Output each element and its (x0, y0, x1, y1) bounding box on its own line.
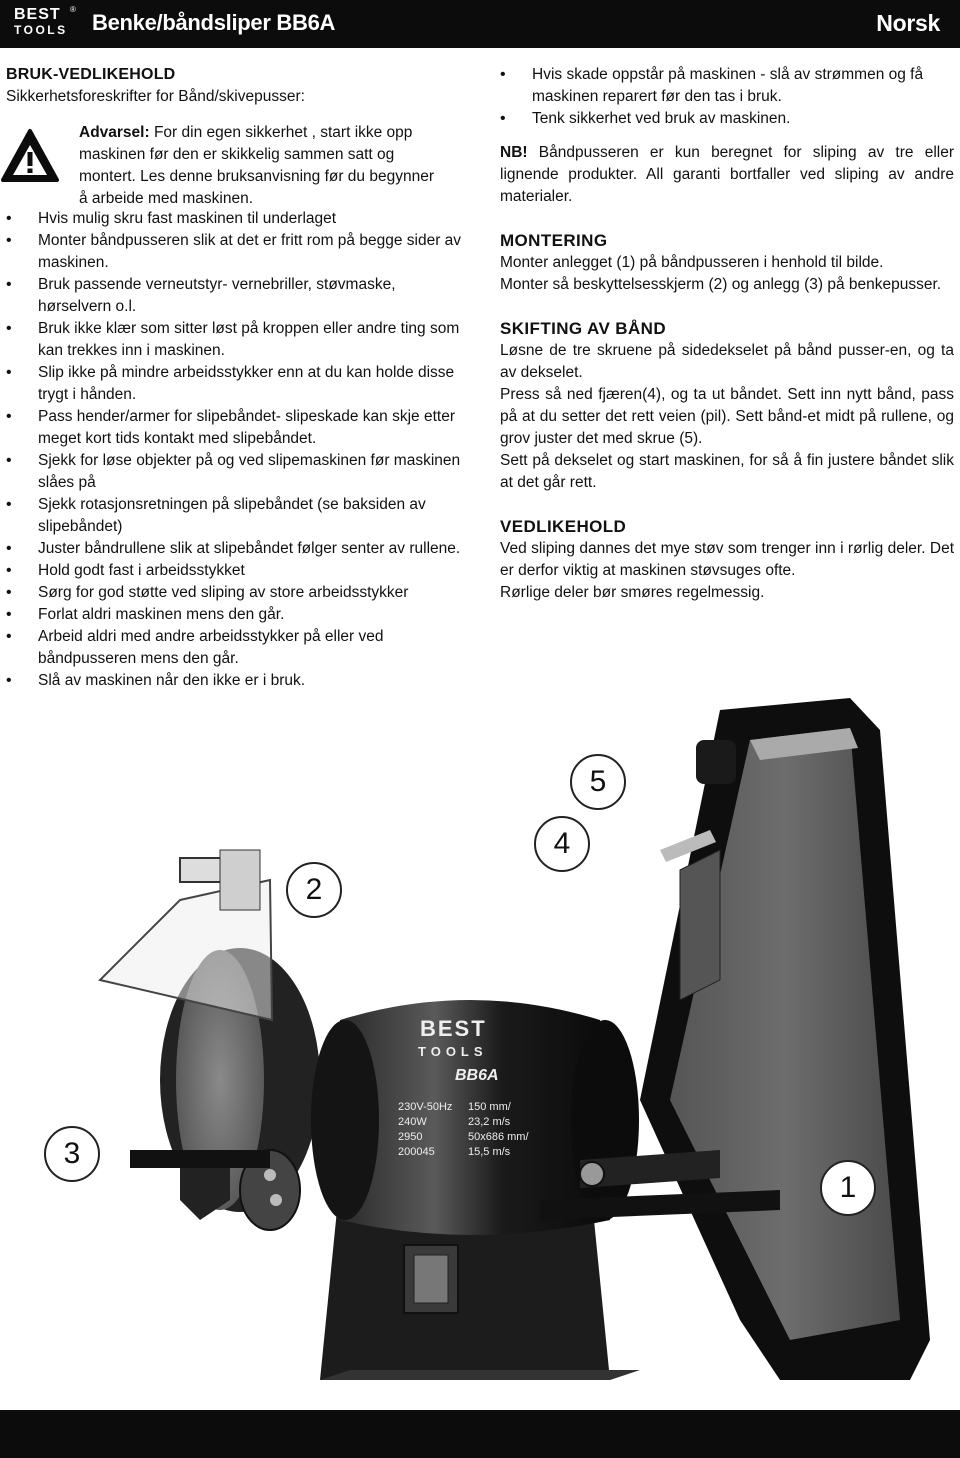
warning-label: Advarsel: (79, 124, 150, 141)
tracking-knob (696, 740, 736, 784)
nb-note (500, 142, 954, 208)
warning-triangle-icon (0, 128, 60, 184)
callout-2: 2 (286, 862, 342, 918)
spec-right-1: 23,2 m/s (468, 1116, 511, 1128)
list-item: • Monter båndpusseren slik at det er fritt rom på begge sider av maskinen. (6, 230, 468, 274)
paragraph: Press så ned fjæren(4), og ta ut båndet. Sett inn nytt bånd, pass på at du setter det rett veien (pil). Sett bånd-et midt på rullene, og grov juster det med skrue (5). (500, 386, 954, 447)
brand-logo (14, 7, 76, 41)
callout-1: 1 (820, 1160, 876, 1216)
section-heading-skifting: SKIFTING AV BÅND (500, 319, 667, 338)
left-column (6, 64, 468, 692)
list-item: • Arbeid aldri med andre arbeidsstykker på eller ved båndpusseren mens den går. (6, 626, 468, 670)
tool-rest (130, 1150, 270, 1168)
section-heading-bruk: BRUK-VEDLIKEHOLD (6, 66, 176, 83)
machine-brand-top: BEST (420, 1016, 487, 1041)
page-header (0, 0, 960, 48)
spec-left-2: 2950 (398, 1131, 423, 1143)
paragraph: Monter så beskyttelsesskjerm (2) og anlegg (3) på benkepusser. (500, 276, 942, 293)
callout-5: 5 (570, 754, 626, 810)
montering-text (500, 252, 954, 296)
warning-text (79, 122, 439, 210)
right-column (500, 64, 954, 604)
list-item: • Sørg for god støtte ved sliping av store arbeidsstykker (6, 582, 468, 604)
section-subheading: Sikkerhetsforeskrifter for Bånd/skivepusser: (6, 88, 305, 105)
paragraph: Løsne de tre skruene på sidedekselet på bånd pusser-en, og ta av dekselet. (500, 342, 954, 381)
warning-block (6, 122, 468, 208)
document-title: Benke/båndsliper BB6A (92, 10, 336, 35)
spec-right-0: 150 mm/ (468, 1101, 511, 1113)
callout-3: 3 (44, 1126, 100, 1182)
spec-right-2: 50x686 mm/ (468, 1131, 529, 1143)
callout-4: 4 (534, 816, 590, 872)
list-item: • Hvis skade oppstår på maskinen - slå av strømmen og få maskinen reparert før den tas i bruk. (500, 64, 954, 108)
safety-list (6, 208, 468, 692)
vedlikehold-text (500, 538, 954, 604)
section-heading-montering: MONTERING (500, 231, 608, 250)
language-label: Norsk (876, 10, 940, 36)
list-item: • Slip ikke på mindre arbeidsstykker enn at du kan holde disse trygt i hånden. (6, 362, 468, 406)
logo-word-top: BEST (14, 6, 61, 23)
list-item: • Bruk ikke klær som sitter løst på kroppen eller andre ting som kan trekkes inn i maskinen. (6, 318, 468, 362)
paragraph: Sett på dekselet og start maskinen, for så å fin justere båndet slik at det går rett. (500, 452, 954, 491)
machine-illustration (20, 680, 960, 1400)
section-heading-vedlikehold: VEDLIKEHOLD (500, 517, 627, 536)
list-item: • Hold godt fast i arbeidsstykket (6, 560, 468, 582)
warning-body: For din egen sikkerhet , start ikke opp maskinen før den er skikkelig sammen satt og montert. Les denne bruksanvisning før du begynner å arbeide med maskinen. (79, 124, 434, 207)
spec-left-0: 230V-50Hz (398, 1101, 453, 1113)
machine-brand-bottom: TOOLS (418, 1044, 488, 1059)
paragraph: Monter anlegget (1) på båndpusseren i henhold til bilde. (500, 254, 884, 271)
list-item: • Forlat aldri maskinen mens den går. (6, 604, 468, 626)
page-footer-bar (0, 1410, 960, 1458)
list-item: • Hvis mulig skru fast maskinen til underlaget (6, 208, 468, 230)
list-item: • Slå av maskinen når den ikke er i bruk. (6, 670, 468, 692)
list-item: • Sjekk rotasjonsretningen på slipebåndet (se baksiden av slipebåndet) (6, 494, 468, 538)
list-item: • Tenk sikkerhet ved bruk av maskinen. (500, 108, 954, 130)
list-item: • Bruk passende verneutstyr- vernebriller, støvmaske, hørselvern o.l. (6, 274, 468, 318)
spec-left-3: 200045 (398, 1146, 435, 1158)
machine-model: BB6A (455, 1067, 499, 1084)
safety-list-continued (500, 64, 954, 130)
grinder-drawing (20, 680, 960, 1400)
logo-word-bottom: TOOLS (14, 23, 68, 37)
spec-right-3: 15,5 m/s (468, 1146, 511, 1158)
nb-label: NB! (500, 144, 528, 161)
paragraph: Rørlige deler bør smøres regelmessig. (500, 584, 765, 601)
skifting-text (500, 340, 954, 494)
logo-registered-mark: ® (70, 5, 76, 14)
list-item: • Sjekk for løse objekter på og ved slipemaskinen før maskinen slåes på (6, 450, 468, 494)
spec-left-1: 240W (398, 1116, 427, 1128)
list-item: • Pass hender/armer for slipebåndet- slipeskade kan skje etter meget kort tids kontakt med slipebåndet. (6, 406, 468, 450)
paragraph: Ved sliping dannes det mye støv som trenger inn i rørlig deler. Det er derfor viktig at maskinen støvsuges ofte. (500, 540, 954, 579)
list-item: • Juster båndrullene slik at slipebåndet følger senter av rullene. (6, 538, 468, 560)
nb-text: Båndpusseren er kun beregnet for sliping av tre eller lignende produkter. All garanti bortfaller ved sliping av andre materialer. (500, 144, 954, 205)
